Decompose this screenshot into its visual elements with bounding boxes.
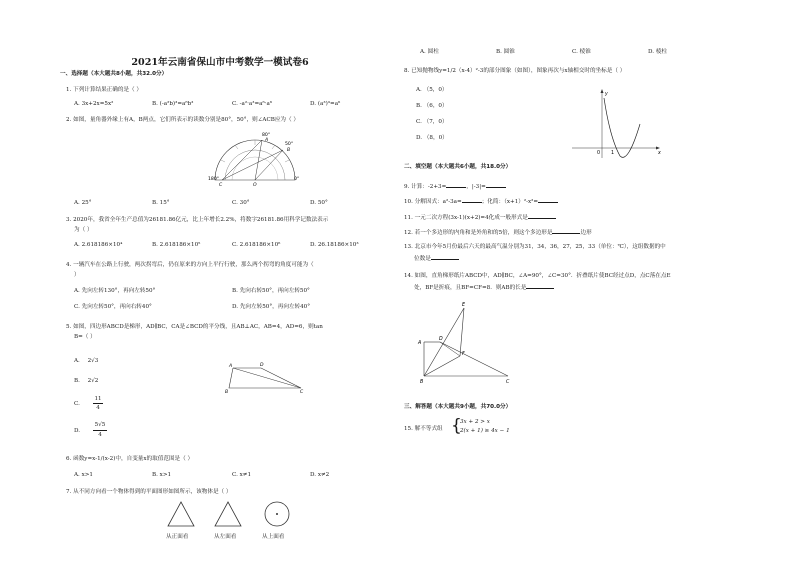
q4-stem-line2: ） xyxy=(74,272,80,278)
q8-option-b: B. （6，0） xyxy=(416,103,448,109)
q1-option-d: D. (a³)³=a⁶ xyxy=(310,101,341,107)
q7-front-view-triangle xyxy=(166,500,196,528)
q5-option-b xyxy=(74,378,98,385)
q7-label-top: 从上面看 xyxy=(262,534,285,540)
q6-stem: 6. 函数y=x-1/(x-2)中，自变量x的取值范围是（ ） xyxy=(66,456,194,462)
q2-option-d: D. 50° xyxy=(310,200,328,206)
q11-text: 11. 一元二次方程(3x-1)(x+2)=4化成一般形式是 xyxy=(404,215,528,221)
q5-label-d: D xyxy=(260,363,264,368)
q14-text: 处，BF是折痕，且BF=CF=8．则AB的长是 xyxy=(414,285,527,291)
q13-blank xyxy=(431,254,459,260)
exam-title: 2021年云南省保山市中考数学一模试卷6 xyxy=(131,57,309,68)
q7-top-view-circle xyxy=(263,500,291,528)
q5-option-b-prefix: B. xyxy=(74,378,80,384)
q7-label-side: 从左面看 xyxy=(214,534,237,540)
q2-label-80: 80° xyxy=(262,133,271,138)
q5-stem-line2: B=（ ） xyxy=(74,334,96,340)
q8-parabola-graph xyxy=(572,86,664,158)
q1-option-b: B. (-a²b)³=a⁶b³ xyxy=(152,101,194,107)
q12-text-a: 12. 若一个多边形的内角和是外角和的5倍，则这个多边形是 xyxy=(404,230,553,236)
q8-option-d: D. （8，0） xyxy=(416,135,448,141)
q12-blank xyxy=(552,228,580,234)
q5-option-c-denominator: 4 xyxy=(96,405,100,411)
q11-blank xyxy=(528,213,556,219)
q1-stem: 1. 下列计算结果正确的是（ ） xyxy=(66,87,143,93)
q3-option-b: B. 2.618186×10⁵ xyxy=(152,242,201,248)
q5-option-c-prefix: C. xyxy=(74,401,80,407)
q12-text-b: 边形 xyxy=(580,230,592,236)
q5-stem-line1: 5. 如图，四边形ABCD是梯形，AD∥BC，CA是∠BCD的平分线，且AB⊥AC，AB=4，AD=6，则tan xyxy=(66,324,323,330)
q14-label-a: A xyxy=(418,341,422,346)
q14-label-e: E xyxy=(462,303,466,308)
q8-label-x: x xyxy=(658,151,661,156)
q8-label-origin: 0 xyxy=(597,151,601,156)
q14-stem-line2 xyxy=(414,283,554,292)
q7-label-front: 从正面看 xyxy=(166,534,189,540)
section-fill-heading: 二、填空题（本大题共6小题，共18.0分） xyxy=(404,164,512,170)
q14-label-c: C xyxy=(506,380,510,385)
q5-option-d-denominator: 4 xyxy=(98,432,102,438)
q2-stem: 2. 如图，量角器外缘上有A，B两点，它们所表示的读数分别是80°，50°，则∠ACB应为（ ） xyxy=(66,117,299,123)
q5-option-d-fraction-bar xyxy=(93,430,107,431)
q5-label-a: A xyxy=(229,364,233,369)
q5-trapezoid-figure xyxy=(225,360,305,394)
q4-option-a: A. 先向左转130°，再向左转50° xyxy=(74,288,156,294)
q6-option-d: D. x≠2 xyxy=(310,472,330,478)
q15-inequality-1: 3x + 2 > x xyxy=(460,419,490,425)
q15-stem: 15. 解不等式组 xyxy=(404,426,443,432)
section-answer-heading: 三、解答题（本大题共9小题，共70.0分） xyxy=(404,404,512,410)
q3-stem-line2: 为（ ） xyxy=(74,227,93,233)
q5-option-a xyxy=(74,358,98,365)
q8-option-a: A. （5，0） xyxy=(416,87,448,93)
q13-stem-line1: 13. 北京市今年5月份最后六天的最高气温分别为31，34，36，27，25，33（单位：℃），这组数据的中 xyxy=(404,244,666,250)
q7-stem: 7. 从不同方向看一个物体得到的平面图形如图所示，该物体是（ ） xyxy=(66,489,232,495)
q2-label-a: A xyxy=(265,138,269,143)
q2-label-180: 180° xyxy=(208,177,220,182)
q3-option-c: C. 2.618186×10⁶ xyxy=(232,242,281,248)
q9-text-b: ，|-3|= xyxy=(466,184,486,190)
q8-stem: 8. 已知抛物线y=1/2（x-4）²-3的部分图象（如图），图象再次与x轴相交时的坐标是（ ） xyxy=(404,68,626,74)
q14-stem-line1: 14. 如图，直角梯形纸片ABCD中，AD∥BC，∠A=90°，∠C=30°．折叠纸片使BC经过点D，点C落在点E xyxy=(404,273,671,279)
q5-label-c: C xyxy=(300,390,304,395)
q2-label-c: C xyxy=(219,183,223,188)
q3-stem-line1: 3. 2020年，我省全年生产总值为26181.86亿元，比上年增长2.2%，将数字26181.86用科学记数法表示 xyxy=(66,217,329,223)
q2-protractor-figure xyxy=(210,128,305,186)
q2-label-b: B xyxy=(287,148,291,153)
q13-text: 位数是 xyxy=(414,256,431,262)
q2-label-o: O xyxy=(253,183,257,188)
q15-inequality-2: 2(x + 1) ≥ 4x − 1 xyxy=(460,428,510,434)
q14-label-d: D xyxy=(439,337,443,342)
q10-blank-1 xyxy=(462,197,482,203)
q10-stem xyxy=(404,197,558,206)
q5-option-d-prefix: D. xyxy=(74,428,81,434)
q2-option-a: A. 25° xyxy=(74,200,92,206)
q5-option-c-fraction-bar xyxy=(93,403,103,404)
q2-label-0: 0° xyxy=(294,177,300,182)
q4-stem-line1: 4. 一辆汽车在公路上行驶，两次拐弯后，仍在原来的方向上平行行驶，那么两个拐弯的角度可能为（ xyxy=(66,262,314,268)
q1-option-a: A. 3x+2x=5x² xyxy=(74,101,114,107)
q5-label-b: B xyxy=(225,390,229,395)
q10-text-b: ；化简：（x+1）²-x²= xyxy=(481,199,539,205)
q7-option-d: D. 棱柱 xyxy=(648,49,668,55)
q7-side-view-triangle xyxy=(213,500,243,528)
q5-option-b-value: 2√2 xyxy=(87,378,99,384)
q14-blank xyxy=(526,283,554,289)
q3-option-d: D. 26.18186×10³ xyxy=(310,242,359,248)
q9-text-a: 9. 计算：-2+3= xyxy=(404,184,447,190)
q12-stem xyxy=(404,228,592,237)
q9-blank-1 xyxy=(446,182,466,188)
q6-option-c: C. x≠1 xyxy=(232,472,252,478)
q13-stem-line2 xyxy=(414,254,459,263)
q4-option-b: B. 先向右转50°，再向左转50° xyxy=(232,288,310,294)
q6-option-a: A. x>1 xyxy=(74,472,93,478)
q5-option-d-numerator: 5√5 xyxy=(94,422,106,428)
q4-option-d: D. 先向左转50°，再向左转40° xyxy=(232,304,311,310)
q5-option-a-prefix: A. xyxy=(74,358,80,364)
q9-stem xyxy=(404,182,506,191)
q3-option-a: A. 2.618186×10⁴ xyxy=(74,242,123,248)
q2-option-b: B. 15° xyxy=(152,200,170,206)
q8-label-y: y xyxy=(605,92,608,97)
q14-label-f: F xyxy=(462,352,465,357)
q5-option-c-numerator: 11 xyxy=(94,396,102,402)
q4-option-c: C. 先向左转50°，再向右转40° xyxy=(74,304,152,310)
q8-label-one: 1 xyxy=(611,151,615,156)
q11-stem xyxy=(404,213,556,222)
q10-text-a: 10. 分解因式：a²-3a= xyxy=(404,199,462,205)
q5-option-a-value: 2√3 xyxy=(87,358,99,364)
q8-option-c: C. （7，0） xyxy=(416,119,448,125)
q7-option-b: B. 圆锥 xyxy=(496,49,515,55)
q15-brace-icon: { xyxy=(451,416,462,436)
q1-option-c: C. -a²·a³=a⁶·a⁶ xyxy=(232,101,273,107)
q10-blank-2 xyxy=(538,197,558,203)
q7-option-c: C. 棱锥 xyxy=(572,49,591,55)
q7-option-a: A. 圆柱 xyxy=(420,49,439,55)
section-choice-heading: 一、选择题（本大题共8小题，共32.0分） xyxy=(60,71,168,77)
q2-option-c: C. 30° xyxy=(232,200,250,206)
q9-blank-2 xyxy=(486,182,506,188)
q2-label-50: 50° xyxy=(285,142,294,147)
q6-option-b: B. x>1 xyxy=(152,472,172,478)
q14-label-b: B xyxy=(420,380,424,385)
q14-trapezoid-figure xyxy=(418,300,510,384)
